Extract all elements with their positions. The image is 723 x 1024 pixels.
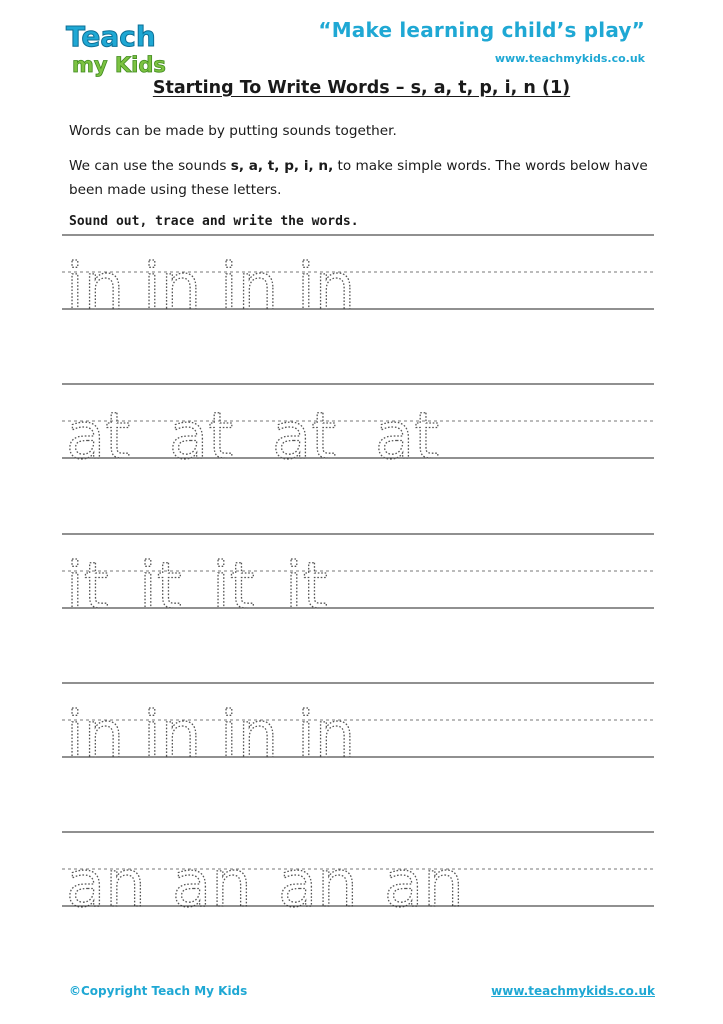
tracing-word: an — [278, 848, 358, 922]
tracing-word: an — [172, 848, 252, 922]
header-website-link[interactable]: www.teachmykids.co.uk — [494, 52, 645, 65]
tracing-word: in — [66, 699, 125, 773]
worksheet-title: Starting To Write Words – s, a, t, p, i, n (1) — [152, 78, 571, 98]
tracing-word: in — [143, 699, 202, 773]
tracing-word: it — [139, 550, 182, 624]
tracing-word: it — [212, 550, 255, 624]
tracing-word: in — [297, 699, 356, 773]
logo-word-mykids: my Kids — [72, 53, 166, 77]
tracing-word: an — [384, 848, 464, 922]
intro-paragraph: Words can be made by putting sounds together. — [69, 123, 397, 139]
tracing-word: at — [169, 400, 234, 474]
tracing-word: in — [143, 251, 202, 325]
sound-letters: s, a, t, p, i, n, — [230, 158, 334, 174]
tracing-word: it — [66, 550, 109, 624]
instruction-text: Sound out, trace and write the words. — [69, 214, 359, 229]
tracing-word: at — [375, 400, 440, 474]
tracing-word: in — [220, 251, 279, 325]
tracing-word: it — [285, 550, 328, 624]
footer-website-link[interactable]: www.teachmykids.co.uk — [491, 984, 655, 998]
tracing-word: in — [66, 251, 125, 325]
copyright-notice: ©Copyright Teach My Kids — [69, 984, 248, 998]
tagline: “Make learning child’s play” — [318, 18, 645, 42]
logo-word-teach: Teach — [66, 20, 156, 53]
paragraph-text-start: We can use the sounds — [69, 158, 231, 174]
tracing-word: at — [66, 400, 131, 474]
tracing-word: in — [297, 251, 356, 325]
paragraph-text-end: to make simple words. The words below have been made using these letters. — [69, 158, 648, 198]
tracing-word: in — [220, 699, 279, 773]
tracing-word: an — [66, 848, 146, 922]
tracing-word: at — [272, 400, 337, 474]
